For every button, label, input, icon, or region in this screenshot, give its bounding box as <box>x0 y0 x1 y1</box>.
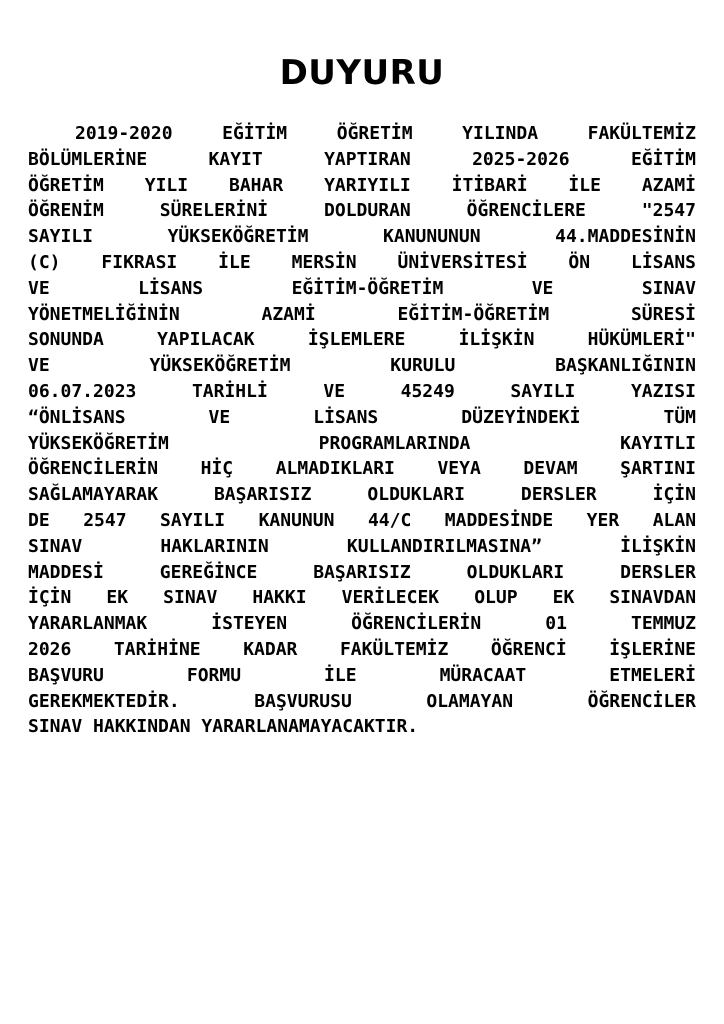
body-line: ÖĞRENCİLERİN HİÇ ALMADIKLARI VEYA DEVAM ŞARTINI <box>28 458 696 480</box>
body-line: VE LİSANS EĞİTİM-ÖĞRETİM VE SINAV <box>28 277 696 299</box>
body-line: YÖNETMELİĞİNİN AZAMİ EĞİTİM-ÖĞRETİM SÜRESİ <box>28 303 696 325</box>
announcement-body <box>28 121 696 740</box>
body-line: ÖĞRETİM YILI BAHAR YARIYILI İTİBARİ İLE AZAMİ <box>28 174 697 196</box>
body-line: ÖĞRENİM SÜRELERİNİ DOLDURAN ÖĞRENCİLERE "2547 <box>28 200 696 222</box>
body-line: SAYILI YÜKSEKÖĞRETİM KANUNUNUN 44.MADDESİNİN <box>28 226 696 248</box>
body-line: MADDESİ GEREĞİNCE BAŞARISIZ OLDUKLARI DERSLER <box>28 561 696 583</box>
body-line: (C) FIKRASI İLE MERSİN ÜNİVERSİTESİ ÖN LİSANS <box>28 251 697 273</box>
body-line: DE 2547 SAYILI KANUNUN 44/C MADDESİNDE YER ALAN <box>28 509 697 531</box>
body-line: YARARLANMAK İSTEYEN ÖĞRENCİLERİN 01 TEMMUZ <box>28 613 697 635</box>
body-line: BAŞVURU FORMU İLE MÜRACAAT ETMELERİ <box>28 664 696 686</box>
body-line: SONUNDA YAPILACAK İŞLEMLERE İLİŞKİN HÜKÜMLERİ" <box>28 329 696 351</box>
body-line: 2019-2020 EĞİTİM ÖĞRETİM YILINDA FAKÜLTEMİZ <box>75 123 696 144</box>
body-line: VE YÜKSEKÖĞRETİM KURULU BAŞKANLIĞININ <box>28 355 697 377</box>
body-line: SINAV HAKLARININ KULLANDIRILMASINA” İLİŞKİN <box>28 535 697 557</box>
body-line: BÖLÜMLERİNE KAYIT YAPTIRAN 2025-2026 EĞİTİM <box>28 148 696 170</box>
body-line: İÇİN EK SINAV HAKKI VERİLECEK OLUP EK SINAVDAN <box>28 587 697 609</box>
body-line: SINAV HAKKINDAN YARARLANAMAYACAKTIR. <box>28 716 419 738</box>
body-line: SAĞLAMAYARAK BAŞARISIZ OLDUKLARI DERSLER İÇİN <box>28 484 696 506</box>
document-title: DUYURU <box>279 53 445 93</box>
body-line: GEREKMEKTEDİR. BAŞVURUSU OLAMAYAN ÖĞRENCİLER <box>28 690 696 712</box>
body-line: 2026 TARİHİNE KADAR FAKÜLTEMİZ ÖĞRENCİ İŞLERİNE <box>28 638 696 660</box>
body-line: YÜKSEKÖĞRETİM PROGRAMLARINDA KAYITLI <box>28 432 696 454</box>
body-line: “ÖNLİSANS VE LİSANS DÜZEYİNDEKİ TÜM <box>28 406 696 428</box>
body-line: 06.07.2023 TARİHLİ VE 45249 SAYILI YAZISI <box>28 380 696 402</box>
